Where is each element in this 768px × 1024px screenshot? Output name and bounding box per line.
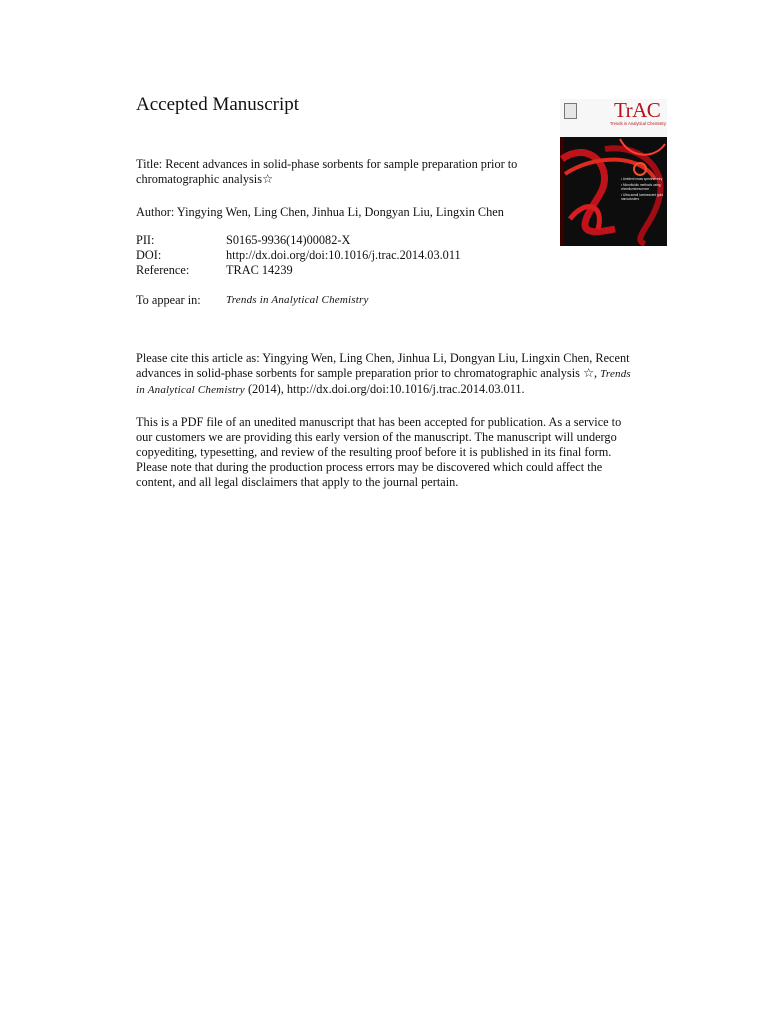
citation-prefix: Please cite this article as: Yingying Wen, Ling Chen, Jinhua Li, Dongyan Liu, Lingxin Chen, Recent advances in solid-phase sorbents for sample preparation prior to chromatographic analysis ☆, [136,351,630,380]
meta-row-reference [136,263,461,278]
citation-paragraph [136,351,636,398]
citation-suffix: (2014), http://dx.doi.org/doi:10.1016/j.trac.2014.03.011. [244,382,525,396]
cover-bullet: • Ambient mass spectrometry [621,177,663,181]
page-heading: Accepted Manuscript [136,94,300,115]
doi-link[interactable]: http://dx.doi.org/doi:10.1016/j.trac.2014.03.011 [226,248,461,262]
disclaimer-paragraph: This is a PDF file of an unedited manuscript that has been accepted for publication. As a service to our customers we are providing this early version of the manuscript. The manuscript will undergo copyediting, typesetting, and review of the resulting proof before it is published in its final form. Please note that during the production process errors may be discovered which could affect the content, and all legal disclaimers that apply to the journal pertain. [136,415,622,489]
meta-label: DOI: [136,248,162,262]
citation-journal: Trends in Analytical Chemistry [136,368,631,396]
to-appear-in [136,293,369,308]
meta-value: S0165-9936(14)00082-X [226,233,351,247]
journal-name: Trends in Analytical Chemistry [226,294,369,306]
appear-label: To appear in: [136,293,201,307]
cover-header [560,99,667,137]
title-line: Title: Recent advances in solid-phase sorbents for sample preparation prior to chromatographic analysis☆ [136,157,518,186]
cover-bullet: • Ultra-small luminescent gold nanoclusters [621,193,664,201]
metadata-table [136,233,461,278]
cover-bullets [621,177,665,203]
cover-subtitle: Trends in Analytical Chemistry [609,121,666,126]
meta-value: TRAC 14239 [226,263,293,277]
appear-row [136,293,369,308]
meta-label: PII: [136,233,155,247]
meta-row-doi [136,248,461,263]
cover-bullet: • Microfluidic methods using chemiluminescence [621,183,661,191]
meta-row-pii [136,233,461,248]
author-line: Author: Yingying Wen, Ling Chen, Jinhua Li, Dongyan Liu, Lingxin Chen [136,205,504,219]
journal-cover-image [560,99,667,246]
publisher-logo [564,103,577,119]
meta-label: Reference: [136,263,190,277]
cover-title: TrAC [614,99,661,122]
